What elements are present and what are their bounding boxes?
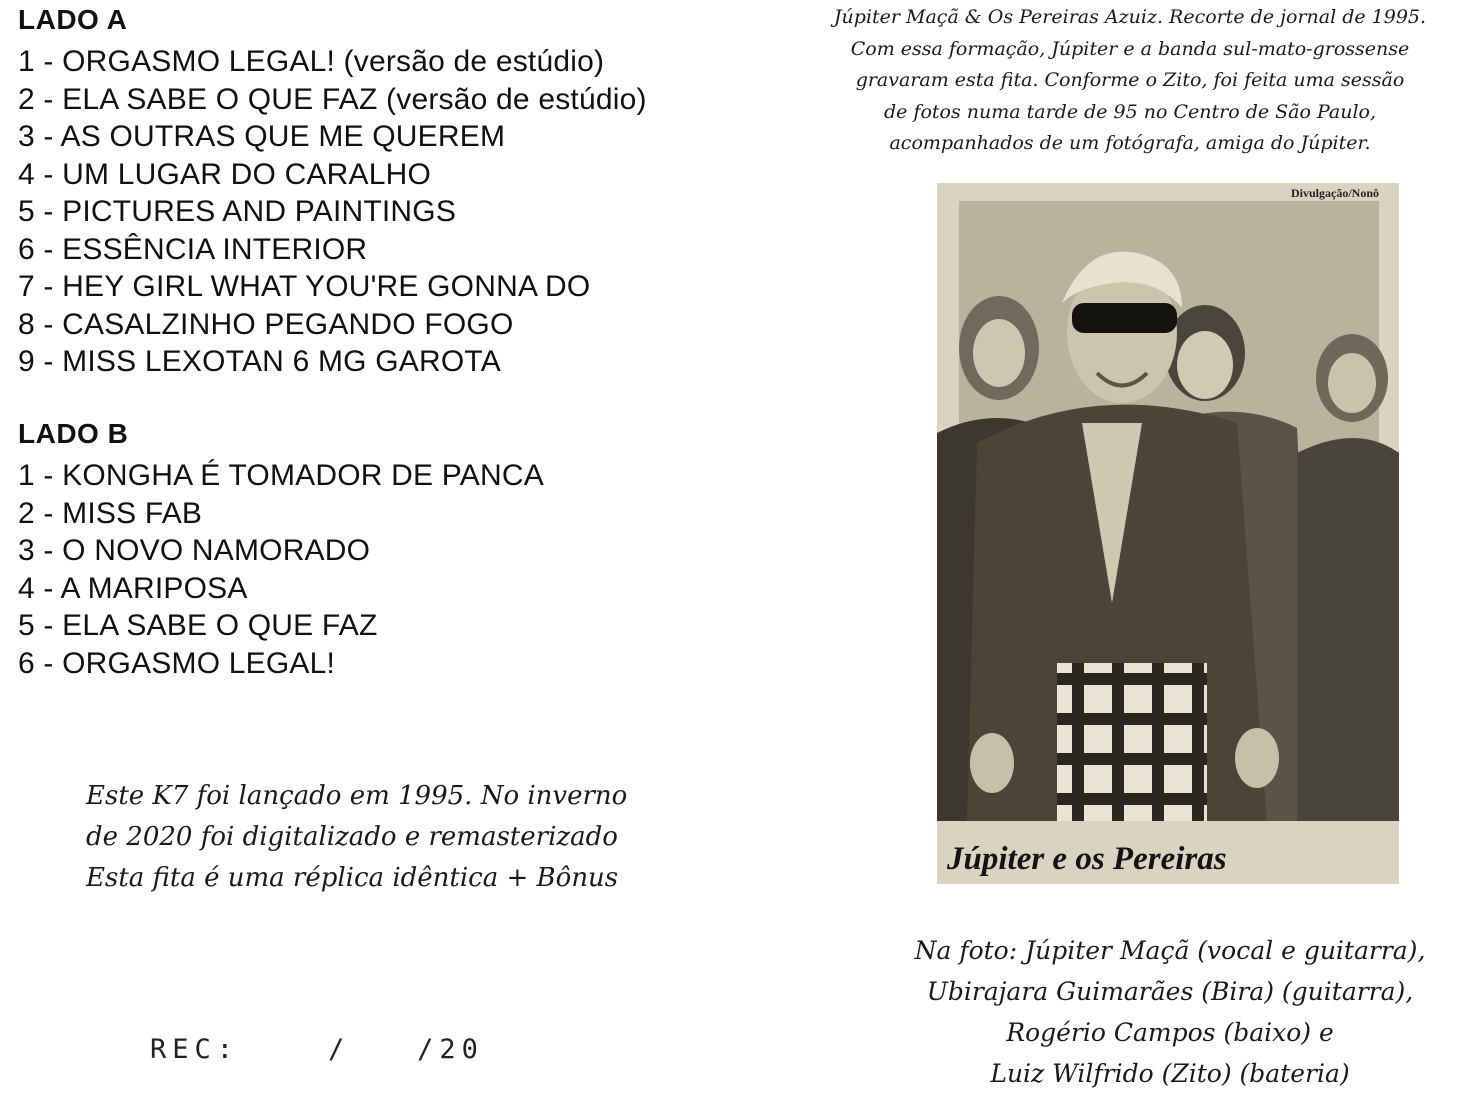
track-item: 1 - ORGASMO LEGAL! (versão de estúdio) (18, 45, 605, 78)
track-item: 2 - MISS FAB (18, 496, 203, 530)
band-photo-illustration (937, 183, 1399, 884)
track-item: 6 - ORGASMO LEGAL! (18, 646, 336, 680)
newspaper-clipping-photo (937, 183, 1399, 884)
photo-caption-bottom (860, 930, 1459, 1094)
photo-caption-top (790, 2, 1459, 160)
track-item: 5 - PICTURES AND PAINTINGS (18, 195, 457, 228)
side-b-heading: LADO B (18, 418, 129, 449)
track-item: 7 - HEY GIRL WHAT YOU'RE GONNA DO (18, 270, 591, 303)
side-a-heading: LADO A (18, 4, 128, 35)
track-item: 9 - MISS LEXOTAN 6 MG GAROTA (18, 345, 501, 378)
caption-line: Com essa formação, Júpiter e a banda sul-mato-grossense (850, 37, 1410, 60)
track-item: 4 - UM LUGAR DO CARALHO (18, 157, 431, 191)
track-item: 4 - A MARIPOSA (18, 571, 248, 605)
track-item: 2 - ELA SABE O QUE FAZ (versão de estúdio) (18, 82, 647, 116)
photo-title: Júpiter e os Pereiras (947, 841, 1227, 877)
track-item: 3 - O NOVO NAMORADO (18, 534, 371, 567)
side-a-tracklist (18, 43, 647, 381)
caption-line: Júpiter Maçã & Os Pereiras Azuiz. Recorte de jornal de 1995. (833, 6, 1427, 28)
photo-credit: Divulgação/Nonô (1290, 186, 1379, 200)
side-b-tracklist (18, 457, 544, 682)
caption-line: Rogério Campos (baixo) e (1006, 1018, 1334, 1047)
caption-line: Na foto: Júpiter Maçã (vocal e guitarra), (914, 936, 1426, 965)
rec-date-label: REC: / /20 (150, 1034, 484, 1065)
track-item: 8 - CASALZINHO PEGANDO FOGO (18, 307, 514, 341)
release-note-line: Este K7 foi lançado em 1995. No inverno (86, 781, 628, 811)
track-item: 1 - KONGHA É TOMADOR DE PANCA (18, 459, 544, 492)
caption-line: acompanhados de um fotógrafa, amiga do Júpiter. (889, 132, 1371, 154)
track-item: 3 - AS OUTRAS QUE ME QUEREM (18, 120, 506, 153)
track-item: 6 - ESSÊNCIA INTERIOR (18, 232, 368, 266)
release-note (86, 776, 706, 899)
track-item: 5 - ELA SABE O QUE FAZ (18, 609, 378, 642)
release-note-line: de 2020 foi digitalizado e remasterizado (86, 822, 618, 852)
caption-line: de fotos numa tarde de 95 no Centro de São Paulo, (883, 100, 1377, 123)
caption-line: gravaram esta fita. Conforme o Zito, foi feita uma sessão (855, 69, 1405, 91)
caption-line: Ubirajara Guimarães (Bira) (guitarra), (926, 977, 1414, 1006)
release-note-line: Esta fita é uma réplica idêntica + Bônus (86, 863, 619, 893)
caption-line: Luiz Wilfrido (Zito) (bateria) (990, 1059, 1350, 1088)
